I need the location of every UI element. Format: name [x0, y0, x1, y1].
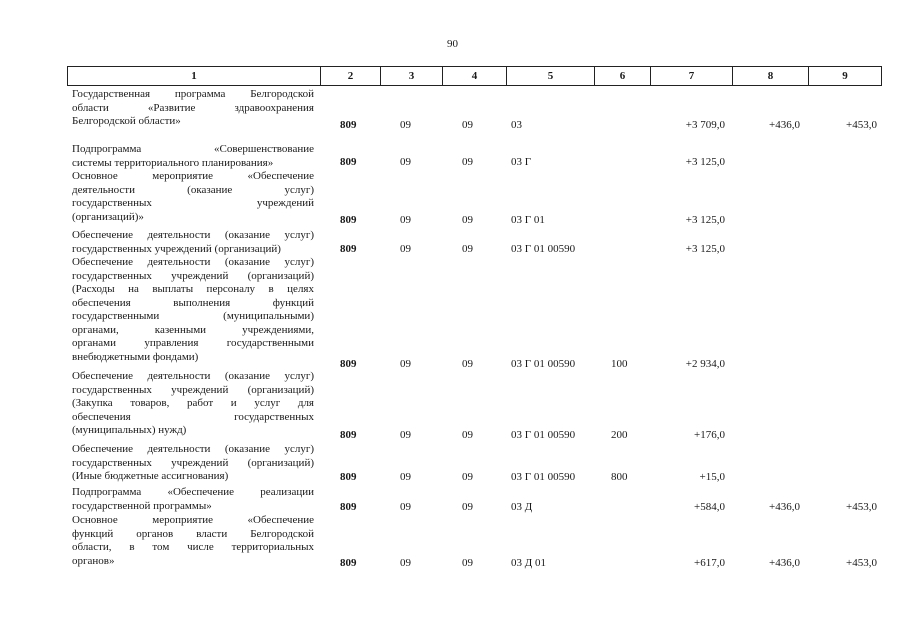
- cell-col-7: +617,0: [694, 557, 725, 569]
- cell-col-2: 809: [340, 557, 357, 569]
- cell-col-2: 809: [340, 214, 357, 226]
- cell-col-3: 09: [400, 156, 411, 168]
- cell-col-5: 03 Г 01 00590: [511, 358, 576, 370]
- cell-col-4: 09: [462, 501, 473, 513]
- cell-col-6: 800: [611, 471, 628, 483]
- cell-col-8: +436,0: [769, 119, 800, 131]
- row-description: Государственная программа Белгородской области «Развитие здравоохранения Белгородской области»: [72, 88, 314, 127]
- cell-col-7: +3 125,0: [685, 243, 725, 255]
- cell-col-8: +436,0: [769, 557, 800, 569]
- cell-col-2: 809: [340, 119, 357, 131]
- row-description: Основное мероприятие «Обеспечение деятельности (оказание услуг) государственных учреждений (организаций)»: [72, 170, 314, 223]
- cell-col-9: +453,0: [846, 119, 877, 131]
- cell-col-3: 09: [400, 471, 411, 483]
- cell-col-5: 03 Г 01 00590: [511, 471, 576, 483]
- page-number: 90: [447, 38, 458, 50]
- cell-col-3: 09: [400, 358, 411, 370]
- cell-col-2: 809: [340, 243, 357, 255]
- cell-col-4: 09: [462, 471, 473, 483]
- cell-col-3: 09: [400, 119, 411, 131]
- cell-col-4: 09: [462, 557, 473, 569]
- cell-col-7: +176,0: [694, 429, 725, 441]
- row-description: Основное мероприятие «Обеспечение функций органов власти Белгородской области, в том числе территориальных органов»: [72, 514, 314, 567]
- cell-col-6: 100: [611, 358, 628, 370]
- cell-col-4: 09: [462, 358, 473, 370]
- cell-col-2: 809: [340, 471, 357, 483]
- cell-col-4: 09: [462, 429, 473, 441]
- cell-col-4: 09: [462, 156, 473, 168]
- cell-col-4: 09: [462, 243, 473, 255]
- cell-col-3: 09: [400, 429, 411, 441]
- cell-col-7: +2 934,0: [685, 358, 725, 370]
- header-col-3: 3: [380, 67, 442, 85]
- header-col-6: 6: [594, 67, 650, 85]
- row-description: Обеспечение деятельности (оказание услуг) государственных учреждений (организаций) (Иные бюджетные ассигнования): [72, 443, 314, 482]
- table-header: [67, 66, 882, 86]
- header-col-4: 4: [442, 67, 506, 85]
- header-col-5: 5: [506, 67, 594, 85]
- cell-col-3: 09: [400, 501, 411, 513]
- cell-col-4: 09: [462, 119, 473, 131]
- header-col-1: 1: [191, 70, 197, 82]
- cell-col-9: +453,0: [846, 557, 877, 569]
- row-description: Подпрограмма «Обеспечение реализации государственной программы»: [72, 486, 314, 512]
- row-description: Обеспечение деятельности (оказание услуг) государственных учреждений (организаций) (Расходы на выплаты персоналу в целях обеспечения выполнения функций государственными (муниципальными) органами, казенными учреждениями, органами управления государственными внебюджетными фондами): [72, 256, 314, 363]
- cell-col-5: 03 Д: [511, 501, 533, 513]
- row-description: Обеспечение деятельности (оказание услуг) государственных учреждений (организаций) (Закупка товаров, работ и услуг для обеспечения государственных (муниципальных) нужд): [72, 370, 314, 436]
- cell-col-7: +3 125,0: [685, 214, 725, 226]
- cell-col-2: 809: [340, 156, 357, 168]
- cell-col-8: +436,0: [769, 501, 800, 513]
- row-description: Обеспечение деятельности (оказание услуг) государственных учреждений (организаций): [72, 229, 314, 255]
- cell-col-4: 09: [462, 214, 473, 226]
- cell-col-3: 09: [400, 214, 411, 226]
- row-description: Подпрограмма «Совершенствование системы территориального планирования»: [72, 143, 314, 169]
- header-col-8: 8: [732, 67, 808, 85]
- cell-col-7: +584,0: [694, 501, 725, 513]
- cell-col-5: 03 Г 01 00590: [511, 429, 576, 441]
- cell-col-7: +3 709,0: [685, 119, 725, 131]
- cell-col-7: +3 125,0: [685, 156, 725, 168]
- cell-col-3: 09: [400, 557, 411, 569]
- cell-col-5: 03 Г 01 00590: [511, 243, 576, 255]
- cell-col-5: 03 Г: [511, 156, 532, 168]
- cell-col-6: 200: [611, 429, 628, 441]
- header-col-9: 9: [808, 67, 881, 85]
- cell-col-9: +453,0: [846, 501, 877, 513]
- cell-col-5: 03 Г 01: [511, 214, 545, 226]
- header-col-7: 7: [650, 67, 732, 85]
- cell-col-2: 809: [340, 429, 357, 441]
- cell-col-7: +15,0: [699, 471, 725, 483]
- cell-col-2: 809: [340, 501, 357, 513]
- header-col-2: 2: [320, 67, 380, 85]
- cell-col-2: 809: [340, 358, 357, 370]
- cell-col-3: 09: [400, 243, 411, 255]
- cell-col-5: 03 Д 01: [511, 557, 547, 569]
- cell-col-5: 03: [511, 119, 522, 131]
